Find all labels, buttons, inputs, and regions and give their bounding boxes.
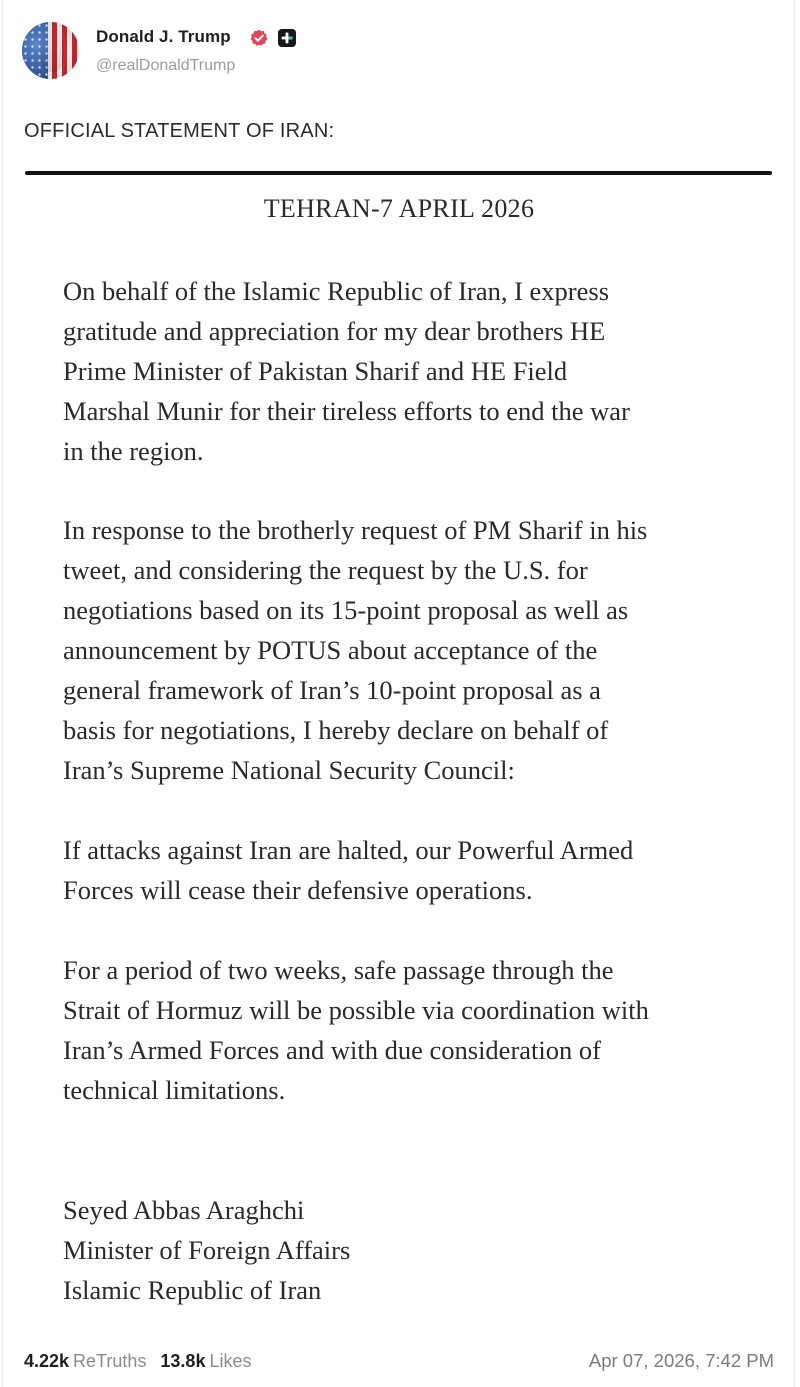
document-signature: [63, 1190, 350, 1310]
signature-name: Seyed Abbas Araghchi: [63, 1195, 305, 1225]
plus-badge-icon: [278, 29, 296, 47]
paragraph-line: Iran’s Supreme National Security Council:: [63, 755, 515, 785]
paragraph-line: Strait of Hormuz will be possible via coordination with: [63, 995, 649, 1025]
paragraph-line: general framework of Iran’s 10-point proposal as a: [63, 675, 601, 705]
paragraph-line: On behalf of the Islamic Republic of Iran, I express: [63, 276, 610, 306]
document-paragraph-3: [63, 830, 753, 910]
verified-badge-icon: [250, 29, 268, 47]
document-paragraph-1: [63, 271, 753, 471]
paragraph-line: negotiations based on its 15-point proposal as well as: [63, 595, 629, 625]
author-avatar[interactable]: [22, 22, 79, 79]
document-paragraph-4: [63, 950, 753, 1110]
paragraph-line: in the region.: [63, 436, 204, 466]
author-display-name[interactable]: Donald J. Trump: [96, 27, 231, 46]
author-handle[interactable]: @realDonaldTrump: [96, 57, 236, 74]
paragraph-line: For a period of two weeks, safe passage through the: [63, 955, 614, 985]
paragraph-line: gratitude and appreciation for my dear brothers HE: [63, 316, 606, 346]
paragraph-line: technical limitations.: [63, 1075, 286, 1105]
likes-label[interactable]: Likes: [209, 1350, 252, 1371]
paragraph-line: In response to the brotherly request of PM Sharif in his: [63, 515, 648, 545]
document-title: TEHRAN-7 APRIL 2026: [263, 194, 535, 223]
paragraph-line: basis for negotiations, I hereby declare on behalf of: [63, 715, 609, 745]
paragraph-line: Prime Minister of Pakistan Sharif and HE Field: [63, 356, 568, 386]
retruths-count[interactable]: 4.22k: [24, 1350, 70, 1371]
paragraph-line: Forces will cease their defensive operations.: [63, 875, 533, 905]
post-timestamp[interactable]: Apr 07, 2026, 7:42 PM: [588, 1350, 774, 1371]
likes-count[interactable]: 13.8k: [160, 1350, 206, 1371]
post-footer: [24, 1348, 776, 1374]
post-lead-text: OFFICIAL STATEMENT OF IRAN:: [24, 120, 335, 142]
paragraph-line: Iran’s Armed Forces and with due consideration of: [63, 1035, 601, 1065]
document-divider: [25, 171, 772, 175]
document-paragraph-2: [63, 510, 753, 790]
paragraph-line: tweet, and considering the request by the U.S. for: [63, 555, 588, 585]
avatar-face: [40, 30, 64, 72]
paragraph-line: If attacks against Iran are halted, our Powerful Armed: [63, 835, 634, 865]
signature-title: Minister of Foreign Affairs: [63, 1235, 351, 1265]
paragraph-line: Marshal Munir for their tireless efforts to end the war: [63, 396, 630, 426]
retruths-label[interactable]: ReTruths: [73, 1350, 147, 1371]
paragraph-line: announcement by POTUS about acceptance of the: [63, 635, 598, 665]
signature-org: Islamic Republic of Iran: [63, 1275, 322, 1305]
